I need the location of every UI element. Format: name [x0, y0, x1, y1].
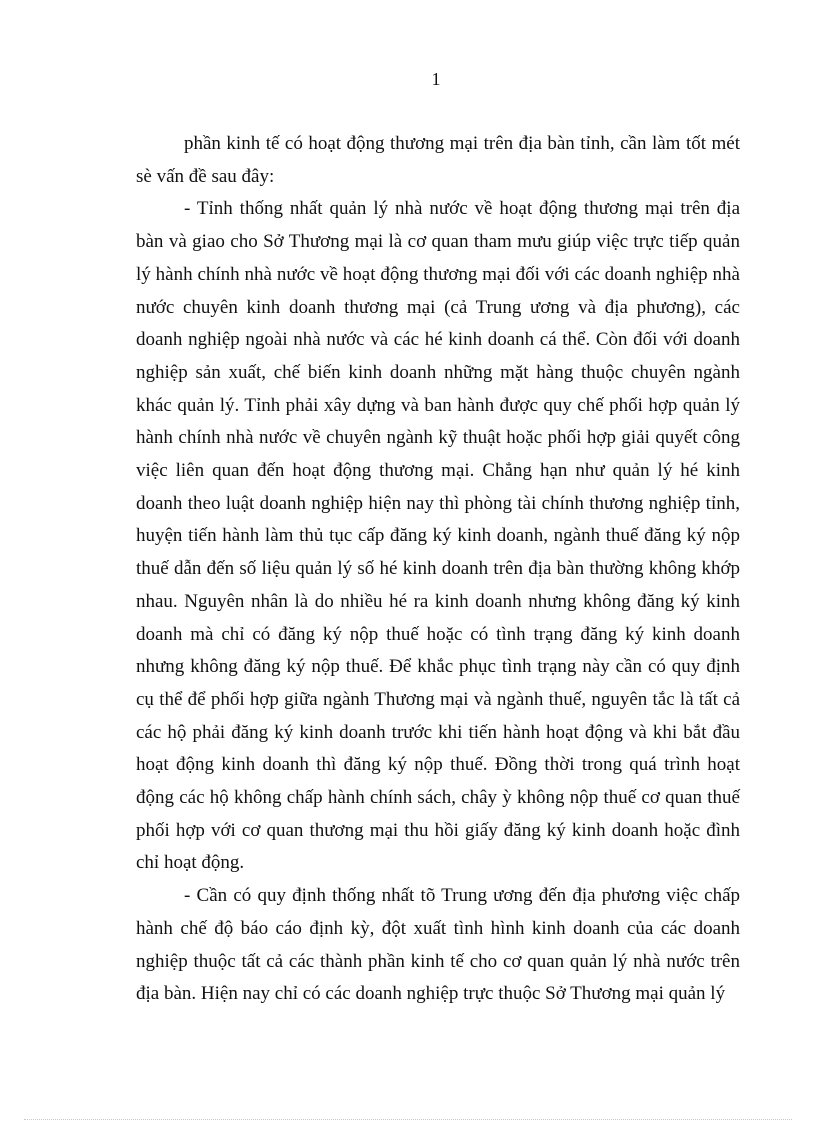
page-number: 1 [431, 69, 441, 89]
paragraph-2: - Tỉnh thống nhất quản lý nhà nước về hoạt động thương mại trên địa bàn và giao cho Sở Thương mại là cơ quan tham mưu giúp việc trực tiếp quản lý hành chính nhà nước về hoạt động thương mại đối với các doanh nghiệp nhà nước chuyên kinh doanh thương mại (cả Trung ương và địa phương), các doanh nghiệp ngoài nhà nước và các hé kinh doanh cá thể. Còn đối với doanh nghiệp sản xuất, chế biến kinh doanh những mặt hàng thuộc chuyên ngành khác quản lý. Tỉnh phải xây dựng và ban hành được quy chế phối hợp quản lý hành chính nhà nước về chuyên ngành kỹ thuật hoặc phối hợp giải quyết công việc liên quan đến hoạt động thương mại. Chẳng hạn như quản lý hé kinh doanh theo luật doanh nghiệp hiện nay thì phòng tài chính thương nghiệp tỉnh, huyện tiến hành làm thủ tục cấp đăng ký kinh doanh, ngành thuế đăng ký nộp thuế dẫn đến số liệu quản lý số hé kinh doanh trên địa bàn thường không khớp nhau. Nguyên nhân là do nhiều hé ra kinh doanh nhưng không đăng ký kinh doanh mà chỉ có đăng ký nộp thuế hoặc có tình trạng đăng ký kinh doanh nhưng không đăng ký nộp thuế. Để khắc phục tình trạng này cần có quy định cụ thể để phối hợp giữa ngành Thương mại và ngành thuế, nguyên tắc là tất cả các hộ phải đăng ký kinh doanh trước khi tiến hành hoạt động và khi bắt đầu hoạt động kinh doanh thì đăng ký nộp thuế. Đồng thời trong quá trình hoạt động các hộ không chấp hành chính sách, chây ỳ không nộp thuế cơ quan thuế phối hợp với cơ quan thương mại thu hồi giấy đăng ký kinh doanh hoặc đình chỉ hoạt động. [136, 198, 740, 874]
page-bottom-divider [24, 1119, 792, 1120]
paragraph-3: - Cần có quy định thống nhất tõ Trung ương đến địa phương việc chấp hành chế độ báo cáo định kỳ, đột xuất tình hình kinh doanh của các doanh nghiệp thuộc tất cả các thành phần kinh tế cho cơ quan quản lý nhà nước trên địa bàn. Hiện nay chỉ có các doanh nghiệp trực thuộc Sở Thương mại quản lý [136, 885, 740, 1005]
body-text [136, 128, 740, 1011]
paragraph-1: phần kinh tế có hoạt động thương mại trên địa bàn tỉnh, cần làm tốt mét sè vấn đề sau đây: [136, 133, 740, 187]
